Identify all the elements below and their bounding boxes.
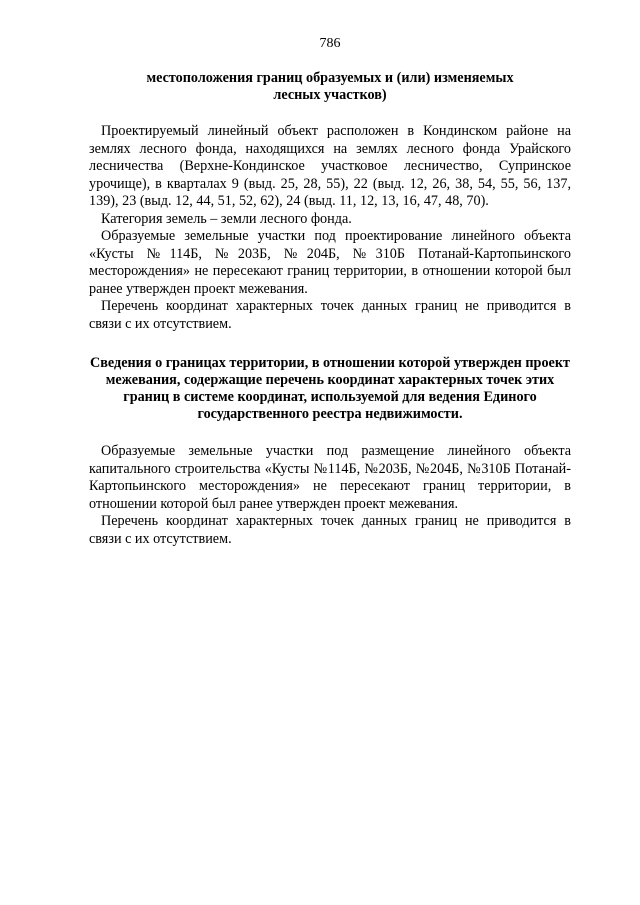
paragraph-location: Проектируемый линейный объект расположен в Кондинском районе на землях лесного фонда, находящихся на землях лесного фонда Урайского лесничества (Верхне-Кондинское участковое лесничество, Супринское урочище), в кварталах 9 (выд. 25, 28, 55), 22 (выд. 12, 26, 38, 54, 55, 56, 137, 139), 23 (выд. 12, 44, 51, 52, 62), 24 (выд. 11, 12, 13, 16, 47, 48, 70). [89, 123, 571, 209]
section-territory-boundaries [89, 355, 571, 548]
page-number: 786 [319, 36, 341, 51]
paragraph-land-category: Категория земель – земли лесного фонда. [101, 210, 352, 227]
document-page [89, 36, 571, 548]
section-heading-land-plots: местоположения границ образуемых и (или) изменяемых лесных участков) [146, 70, 514, 103]
paragraph-no-intersection: Образуемые земельные участки под проектирование линейного объекта «Кусты №114Б, №203Б, №204Б, №310Б Потанай-Картопьинского месторождения» не пересекают границ территории, в отношении которой был ранее утвержден проект межевания. [89, 228, 571, 297]
paragraph-no-coordinates-2: Перечень координат характерных точек данных границ не приводится в связи с их отсутствием. [89, 513, 571, 547]
spacer [89, 333, 571, 355]
spacer [89, 423, 571, 443]
paragraph-no-intersection-2: Образуемые земельные участки под размещение линейного объекта капитального строительства «Кусты №114Б, №203Б, №204Б, №310Б Потанай-Картопьинского месторождения» не пересекают границ территории, в отношении которой был ранее утвержден проект межевания. [89, 443, 571, 512]
section-heading-territory-boundaries: Сведения о границах территории, в отношении которой утвержден проект межевания, содержащие перечень координат характерных точек этих границ в системе координат, используемой для ведения Единого государственного реестра недвижимости. [90, 355, 570, 422]
section-land-plots [89, 70, 571, 333]
paragraph-no-coordinates: Перечень координат характерных точек данных границ не приводится в связи с их отсутствием. [89, 298, 571, 332]
spacer [89, 104, 571, 123]
